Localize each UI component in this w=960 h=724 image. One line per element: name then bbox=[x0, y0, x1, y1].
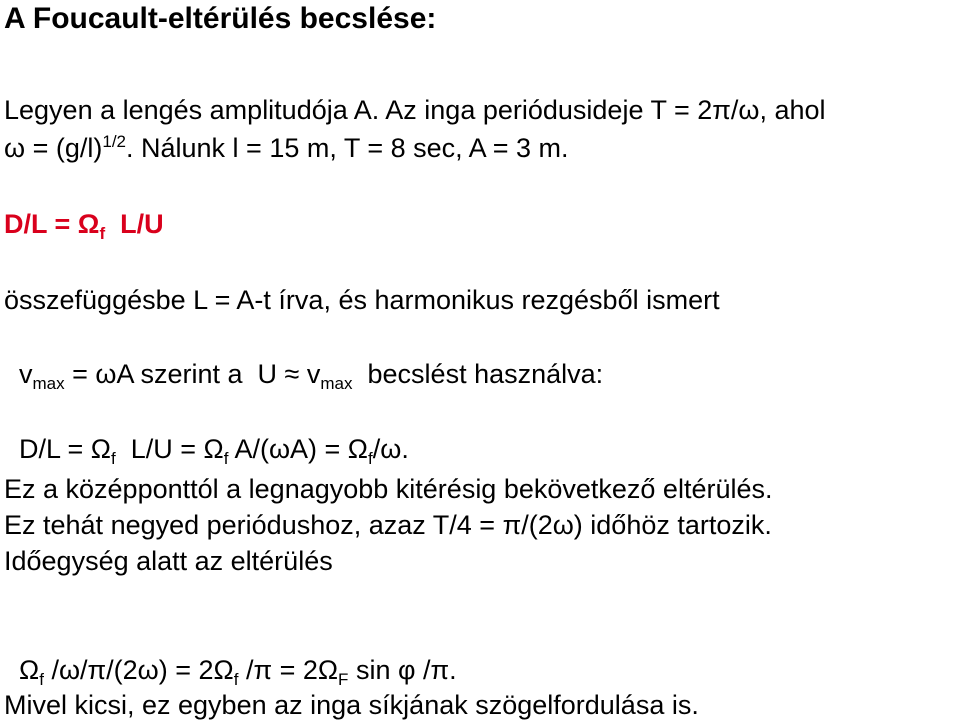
paragraph-substitution-line-1: összefüggésbe L = A-t írva, és harmonikus rezgésből ismert bbox=[4, 285, 720, 315]
equation-part: A/(ωA) = Ω bbox=[228, 434, 368, 464]
subscript: f bbox=[110, 449, 116, 468]
text-part: v bbox=[19, 359, 33, 389]
paragraph-explanation-line-3: Időegység alatt az eltérülés bbox=[4, 546, 333, 576]
paragraph-explanation-line-1: Ez a középponttól a legnagyobb kitérésig bekövetkező eltérülés. bbox=[4, 474, 773, 504]
equation-part: D/L = Ω bbox=[4, 209, 100, 239]
exponent: 1/2 bbox=[102, 132, 126, 151]
paragraph-conclusion: Mivel kicsi, ez egyben az inga síkjának szögelfordulása is. bbox=[4, 690, 699, 720]
equation-dl-ratio bbox=[4, 207, 164, 241]
subscript: f bbox=[39, 670, 44, 689]
equation-part: /π = 2Ω bbox=[238, 655, 339, 685]
given-values: . Nálunk l = 15 m, T = 8 sec, A = 3 m. bbox=[126, 133, 569, 163]
subscript: F bbox=[338, 670, 349, 689]
paragraph-substitution-line-2 bbox=[4, 323, 603, 391]
equation-rotation-rate bbox=[4, 619, 457, 687]
equation-part: L/U = Ω bbox=[115, 434, 224, 464]
equation-dl-result bbox=[4, 398, 409, 466]
subscript: max bbox=[320, 374, 353, 393]
equation-part: Ω bbox=[19, 655, 40, 685]
subscript: max bbox=[32, 374, 65, 393]
equation-part: L/U bbox=[105, 209, 164, 239]
page-title: A Foucault-eltérülés becslése: bbox=[4, 2, 437, 35]
subscript: f bbox=[233, 670, 239, 689]
subscript: f bbox=[99, 224, 106, 243]
equation-part: /ω/π/(2ω) = 2Ω bbox=[43, 655, 234, 685]
omega-definition: ω = (g/l) bbox=[4, 133, 103, 163]
paragraph-intro-line-1: Legyen a lengés amplitudója A. Az inga periódusideje T = 2π/ω, ahol bbox=[4, 95, 826, 125]
subscript: f bbox=[368, 449, 373, 468]
equation-part: D/L = Ω bbox=[19, 434, 111, 464]
paragraph-intro-line-2 bbox=[4, 131, 568, 165]
paragraph-explanation-line-2: Ez tehát negyed periódushoz, azaz T/4 = π/(2ω) időhöz tartozik. bbox=[4, 510, 772, 540]
text-part: = ωA szerint a U ≈ v bbox=[64, 359, 321, 389]
equation-part: sin φ /π. bbox=[348, 655, 457, 685]
subscript: f bbox=[223, 449, 229, 468]
text-part: becslést használva: bbox=[352, 359, 604, 389]
equation-part: /ω. bbox=[372, 434, 409, 464]
